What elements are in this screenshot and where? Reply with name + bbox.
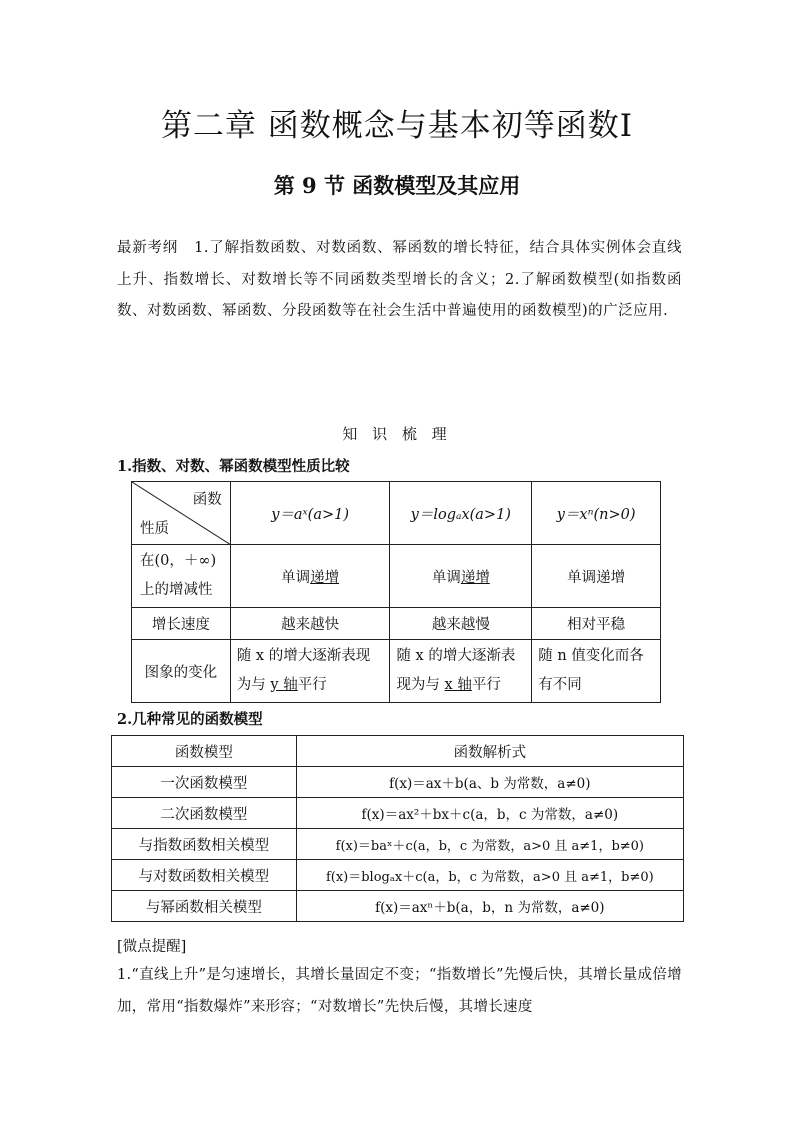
knowledge-heading: 知 识 梳 理	[342, 425, 452, 443]
model-name: 与指数函数相关模型	[112, 829, 297, 860]
chapter-title: 第二章 函数概念与基本初等函数Ⅰ	[160, 108, 634, 144]
cell-exp-monotonicity: 单调递增	[230, 545, 390, 608]
cell-exp-graph: 随 x 的增大逐渐表现 为与 y 轴平行	[230, 640, 390, 703]
syllabus-text: 1.了解指数函数、对数函数、幂函数的增长特征，结合具体实例体会直线上升、指数增长、对数增长等不同函数类型增长的含义；2.了解函数模型(如指数函数、对数函数、幂函数、分段函数等在社会生活中普遍使用的函数模型)的广泛应用.	[117, 240, 683, 319]
tip-paragraph: 1.“直线上升”是匀速增长，其增长量固定不变；“指数增长”先慢后快，其增长量成倍增加，常用“指数爆炸”来形容；“对数增长”先快后慢，其增长速度	[117, 967, 682, 1015]
table1-title: 1.指数、对数、幂函数模型性质比较	[117, 458, 350, 475]
properties-table	[131, 481, 661, 703]
header-formula: 函数解析式	[296, 736, 683, 767]
tip-label: [微点提醒]	[117, 939, 187, 955]
row-label-speed: 增长速度	[132, 608, 231, 640]
model-formula: f(x)＝axⁿ＋b(a，b，n 为常数，a≠0)	[296, 891, 683, 922]
cell-exp-speed: 越来越快	[230, 608, 390, 640]
model-formula: f(x)＝ax＋b(a、b 为常数，a≠0)	[296, 767, 683, 798]
model-name: 与幂函数相关模型	[112, 891, 297, 922]
model-formula: f(x)＝blogₐx＋c(a，b，c 为常数，a>0 且 a≠1，b≠0)	[296, 860, 683, 891]
cell-log-graph: 随 x 的增大逐渐表 现为与 x 轴平行	[390, 640, 532, 703]
syllabus-label: 最新考纲	[117, 240, 179, 256]
cell-log-monotonicity: 单调递增	[390, 545, 532, 608]
section-title: 第 9 节 函数模型及其应用	[273, 173, 521, 198]
syllabus-paragraph	[117, 233, 682, 328]
table2-title: 2.几种常见的函数模型	[117, 711, 263, 728]
cell-pow-monotonicity: 单调递增	[532, 545, 661, 608]
col-header-log: y＝logₐx(a>1)	[390, 482, 532, 545]
model-formula: f(x)＝baˣ＋c(a，b，c 为常数，a>0 且 a≠1，b≠0)	[296, 829, 683, 860]
corner-bottom-label: 性质	[140, 521, 169, 537]
cell-log-speed: 越来越慢	[390, 608, 532, 640]
row-label-graph: 图象的变化	[132, 640, 231, 703]
corner-top-label: 函数	[192, 492, 222, 508]
model-name: 一次函数模型	[112, 767, 297, 798]
col-header-pow: y＝xⁿ(n>0)	[532, 482, 661, 545]
cell-pow-speed: 相对平稳	[532, 608, 661, 640]
table1-corner-cell	[132, 482, 231, 545]
row-label-monotonicity: 在(0，＋∞) 上的增减性	[132, 545, 231, 608]
models-table	[111, 735, 684, 922]
cell-pow-graph: 随 n 值变化而各 有不同	[532, 640, 661, 703]
model-name: 二次函数模型	[112, 798, 297, 829]
model-formula: f(x)＝ax²＋bx＋c(a，b，c 为常数，a≠0)	[296, 798, 683, 829]
col-header-exp: y＝aˣ(a>1)	[230, 482, 390, 545]
header-model: 函数模型	[112, 736, 297, 767]
model-name: 与对数函数相关模型	[112, 860, 297, 891]
